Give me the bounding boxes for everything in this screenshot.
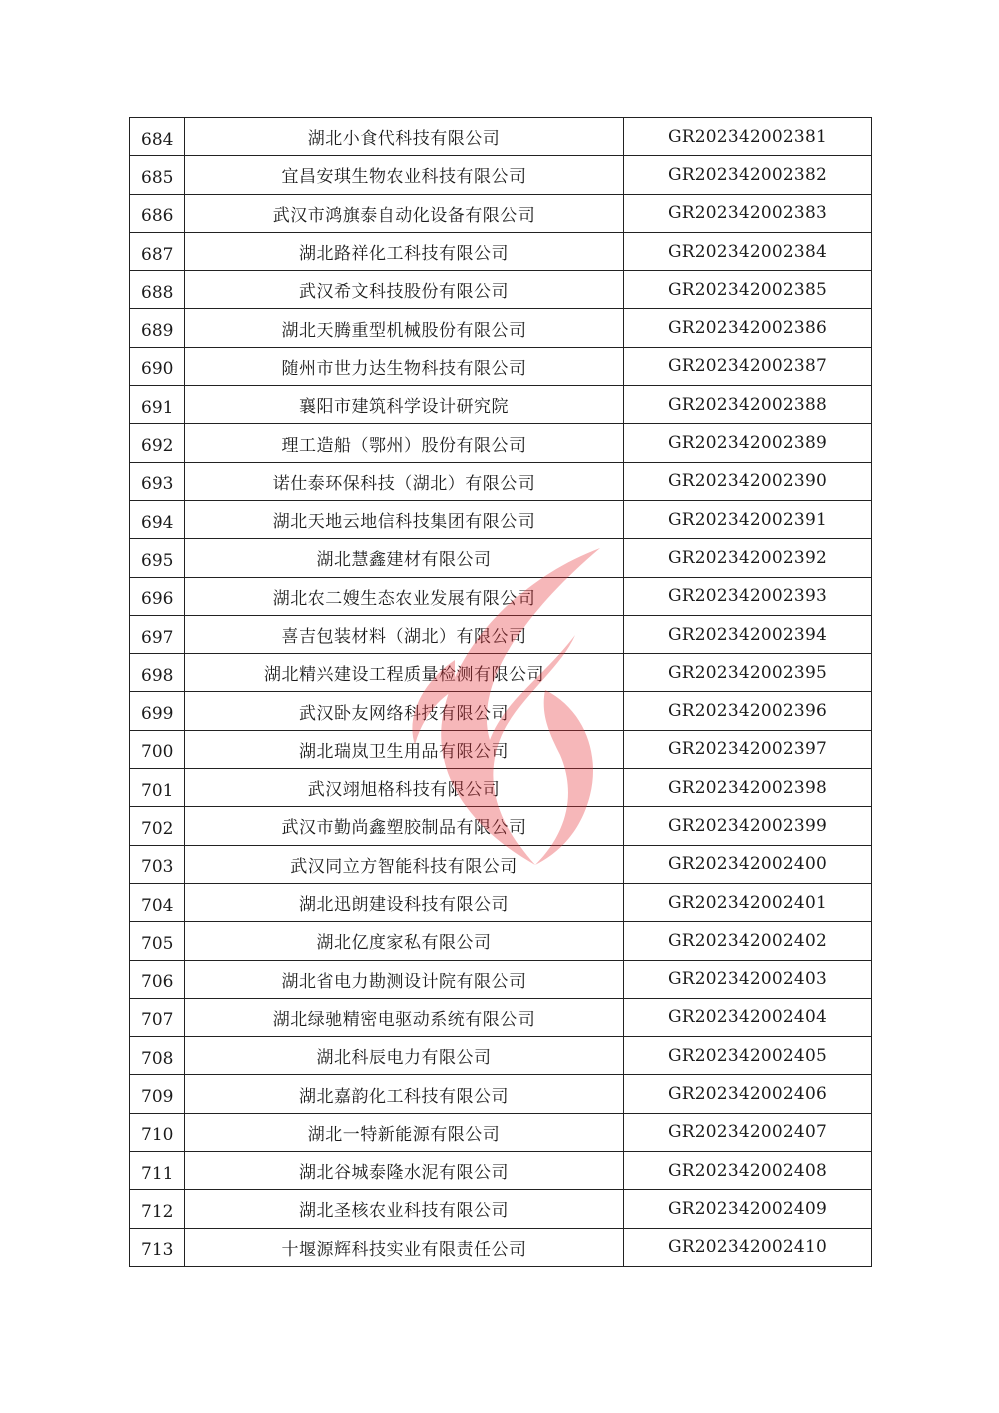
certificate-code-cell: GR202342002399 xyxy=(624,807,872,845)
certificate-code-cell: GR202342002397 xyxy=(624,730,872,768)
table-row xyxy=(130,960,872,998)
table-row xyxy=(130,998,872,1036)
certificate-code-cell: GR202342002387 xyxy=(624,347,872,385)
company-name-cell: 湖北路祥化工科技有限公司 xyxy=(185,232,624,270)
certificate-code-cell: GR202342002390 xyxy=(624,462,872,500)
certificate-code-cell: GR202342002391 xyxy=(624,500,872,538)
table-row xyxy=(130,424,872,462)
row-number-cell: 694 xyxy=(130,500,185,538)
certificate-code-cell: GR202342002408 xyxy=(624,1152,872,1190)
certificate-code-cell: GR202342002395 xyxy=(624,654,872,692)
table-row xyxy=(130,271,872,309)
table-row xyxy=(130,730,872,768)
table-row xyxy=(130,347,872,385)
certificate-code-cell: GR202342002404 xyxy=(624,998,872,1036)
company-name-cell: 湖北绿驰精密电驱动系统有限公司 xyxy=(185,998,624,1036)
certificate-code-cell: GR202342002393 xyxy=(624,577,872,615)
table-row xyxy=(130,462,872,500)
table-row xyxy=(130,1113,872,1151)
table-row xyxy=(130,769,872,807)
table-row xyxy=(130,654,872,692)
certificate-code-cell: GR202342002394 xyxy=(624,615,872,653)
company-name-cell: 武汉市鸿旗泰自动化设备有限公司 xyxy=(185,194,624,232)
company-name-cell: 喜吉包装材料（湖北）有限公司 xyxy=(185,615,624,653)
certificate-code-cell: GR202342002386 xyxy=(624,309,872,347)
table-row xyxy=(130,692,872,730)
company-name-cell: 湖北慧鑫建材有限公司 xyxy=(185,539,624,577)
company-name-cell: 湖北小食代科技有限公司 xyxy=(185,118,624,156)
row-number-cell: 693 xyxy=(130,462,185,500)
table-row xyxy=(130,309,872,347)
table-row xyxy=(130,845,872,883)
company-name-cell: 宜昌安琪生物农业科技有限公司 xyxy=(185,156,624,194)
company-name-cell: 湖北谷城泰隆水泥有限公司 xyxy=(185,1152,624,1190)
table-row xyxy=(130,500,872,538)
company-name-cell: 诺仕泰环保科技（湖北）有限公司 xyxy=(185,462,624,500)
certificate-code-cell: GR202342002409 xyxy=(624,1190,872,1228)
row-number-cell: 692 xyxy=(130,424,185,462)
certificate-code-cell: GR202342002396 xyxy=(624,692,872,730)
table-row xyxy=(130,615,872,653)
row-number-cell: 703 xyxy=(130,845,185,883)
row-number-cell: 687 xyxy=(130,232,185,270)
row-number-cell: 713 xyxy=(130,1228,185,1266)
certificate-code-cell: GR202342002392 xyxy=(624,539,872,577)
row-number-cell: 690 xyxy=(130,347,185,385)
company-name-cell: 武汉市勤尚鑫塑胶制品有限公司 xyxy=(185,807,624,845)
table-row xyxy=(130,1228,872,1266)
row-number-cell: 709 xyxy=(130,1075,185,1113)
table-row xyxy=(130,807,872,845)
row-number-cell: 695 xyxy=(130,539,185,577)
certificate-code-cell: GR202342002385 xyxy=(624,271,872,309)
certificate-code-cell: GR202342002405 xyxy=(624,1037,872,1075)
row-number-cell: 711 xyxy=(130,1152,185,1190)
table-row xyxy=(130,922,872,960)
table-row xyxy=(130,118,872,156)
certificate-code-cell: GR202342002389 xyxy=(624,424,872,462)
company-name-cell: 武汉翊旭格科技有限公司 xyxy=(185,769,624,807)
certificate-table-body xyxy=(130,118,872,1267)
certificate-code-cell: GR202342002388 xyxy=(624,386,872,424)
company-name-cell: 武汉同立方智能科技有限公司 xyxy=(185,845,624,883)
row-number-cell: 685 xyxy=(130,156,185,194)
certificate-code-cell: GR202342002403 xyxy=(624,960,872,998)
table-row xyxy=(130,539,872,577)
row-number-cell: 705 xyxy=(130,922,185,960)
table-row xyxy=(130,1152,872,1190)
company-name-cell: 湖北天地云地信科技集团有限公司 xyxy=(185,500,624,538)
company-name-cell: 理工造船（鄂州）股份有限公司 xyxy=(185,424,624,462)
row-number-cell: 688 xyxy=(130,271,185,309)
company-name-cell: 武汉希文科技股份有限公司 xyxy=(185,271,624,309)
company-name-cell: 襄阳市建筑科学设计研究院 xyxy=(185,386,624,424)
row-number-cell: 684 xyxy=(130,118,185,156)
certificate-code-cell: GR202342002384 xyxy=(624,232,872,270)
row-number-cell: 698 xyxy=(130,654,185,692)
certificate-code-cell: GR202342002398 xyxy=(624,769,872,807)
row-number-cell: 701 xyxy=(130,769,185,807)
row-number-cell: 706 xyxy=(130,960,185,998)
row-number-cell: 702 xyxy=(130,807,185,845)
row-number-cell: 699 xyxy=(130,692,185,730)
company-name-cell: 湖北圣核农业科技有限公司 xyxy=(185,1190,624,1228)
company-name-cell: 湖北精兴建设工程质量检测有限公司 xyxy=(185,654,624,692)
row-number-cell: 704 xyxy=(130,883,185,921)
certificate-code-cell: GR202342002407 xyxy=(624,1113,872,1151)
certificate-code-cell: GR202342002400 xyxy=(624,845,872,883)
row-number-cell: 707 xyxy=(130,998,185,1036)
certificate-code-cell: GR202342002381 xyxy=(624,118,872,156)
certificate-code-cell: GR202342002382 xyxy=(624,156,872,194)
row-number-cell: 689 xyxy=(130,309,185,347)
company-name-cell: 湖北科辰电力有限公司 xyxy=(185,1037,624,1075)
company-name-cell: 湖北农二嫂生态农业发展有限公司 xyxy=(185,577,624,615)
table-row xyxy=(130,883,872,921)
row-number-cell: 686 xyxy=(130,194,185,232)
company-name-cell: 湖北嘉韵化工科技有限公司 xyxy=(185,1075,624,1113)
company-name-cell: 湖北省电力勘测设计院有限公司 xyxy=(185,960,624,998)
certificate-table xyxy=(129,117,872,1267)
company-name-cell: 湖北迅朗建设科技有限公司 xyxy=(185,883,624,921)
certificate-code-cell: GR202342002402 xyxy=(624,922,872,960)
table-row xyxy=(130,232,872,270)
table-row xyxy=(130,577,872,615)
certificate-code-cell: GR202342002383 xyxy=(624,194,872,232)
table-row xyxy=(130,194,872,232)
row-number-cell: 696 xyxy=(130,577,185,615)
company-name-cell: 十堰源辉科技实业有限责任公司 xyxy=(185,1228,624,1266)
table-row xyxy=(130,1075,872,1113)
company-name-cell: 湖北一特新能源有限公司 xyxy=(185,1113,624,1151)
row-number-cell: 708 xyxy=(130,1037,185,1075)
table-row xyxy=(130,156,872,194)
row-number-cell: 691 xyxy=(130,386,185,424)
row-number-cell: 712 xyxy=(130,1190,185,1228)
company-name-cell: 湖北亿度家私有限公司 xyxy=(185,922,624,960)
company-name-cell: 武汉卧友网络科技有限公司 xyxy=(185,692,624,730)
row-number-cell: 710 xyxy=(130,1113,185,1151)
company-name-cell: 湖北瑞岚卫生用品有限公司 xyxy=(185,730,624,768)
certificate-code-cell: GR202342002406 xyxy=(624,1075,872,1113)
row-number-cell: 700 xyxy=(130,730,185,768)
table-row xyxy=(130,386,872,424)
company-name-cell: 随州市世力达生物科技有限公司 xyxy=(185,347,624,385)
certificate-code-cell: GR202342002401 xyxy=(624,883,872,921)
table-row xyxy=(130,1190,872,1228)
company-name-cell: 湖北天腾重型机械股份有限公司 xyxy=(185,309,624,347)
table-row xyxy=(130,1037,872,1075)
certificate-code-cell: GR202342002410 xyxy=(624,1228,872,1266)
row-number-cell: 697 xyxy=(130,615,185,653)
